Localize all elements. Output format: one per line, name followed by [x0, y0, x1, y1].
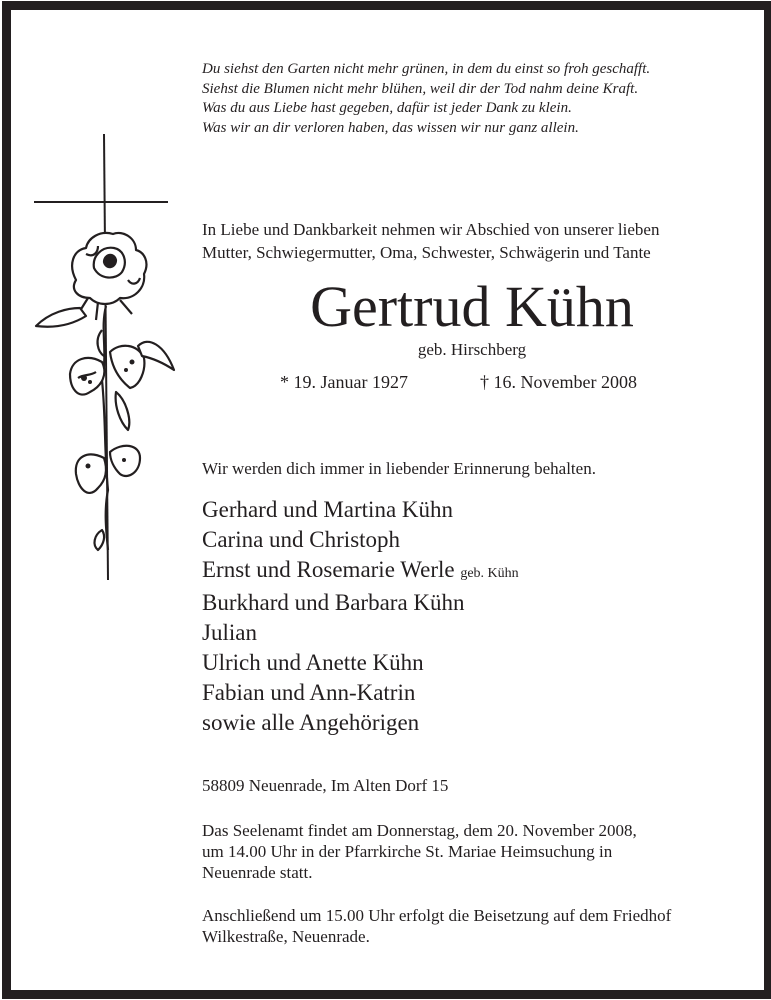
mourner-entry	[202, 708, 519, 738]
deceased-name: Gertrud Kühn	[310, 274, 634, 339]
service-line: um 14.00 Uhr in der Pfarrkirche St. Mariae Heimsuchung in	[202, 842, 613, 861]
burial-line: Wilkestraße, Neuenrade.	[202, 927, 370, 946]
mourner-entry	[202, 525, 519, 555]
service-line: Neuenrade statt.	[202, 863, 313, 882]
cross-with-rose-icon	[28, 130, 188, 585]
poem-line: Siehst die Blumen nicht mehr blühen, weil dir der Tod nahm deine Kraft.	[202, 80, 639, 97]
mourner-name: Gerhard und Martina Kühn	[202, 497, 454, 522]
service-line: Das Seelenamt findet am Donnerstag, dem 20. November 2008,	[202, 821, 637, 840]
mourner-name: sowie alle Angehörigen	[202, 709, 420, 735]
burial-info	[202, 905, 671, 947]
service-info	[202, 820, 637, 883]
mourner-entry	[202, 588, 519, 618]
mourner-name: Burkhard und Barbara Kühn	[202, 590, 465, 616]
poem-verse	[202, 60, 650, 138]
mourner-entry	[202, 678, 519, 708]
family-address: 58809 Neuenrade, Im Alten Dorf 15	[202, 776, 449, 795]
mourner-note: geb. Kühn	[460, 565, 519, 581]
mourner-name: Ulrich und Anette Kühn	[202, 649, 424, 675]
mourner-entry	[202, 648, 519, 678]
death-date: † 16. November 2008	[480, 372, 637, 392]
poem-line: Was du aus Liebe hast gegeben, dafür ist jeder Dank zu klein.	[202, 100, 572, 116]
mourner-entry	[202, 495, 519, 525]
remembrance-line: Wir werden dich immer in liebender Erinnerung behalten.	[202, 459, 596, 478]
poem-line: Was wir an dir verloren haben, das wissen wir nur ganz allein.	[202, 119, 579, 136]
poem-line: Du siehst den Garten nicht mehr grünen, in dem du einst so froh geschafft.	[202, 61, 651, 77]
mourners-list	[202, 495, 519, 737]
mourner-name: Carina und Christoph	[202, 526, 401, 552]
intro-line: Mutter, Schwiegermutter, Oma, Schwester, Schwägerin und Tante	[202, 243, 651, 262]
mourner-entry	[202, 618, 519, 648]
mourner-entry	[202, 555, 519, 589]
mourner-name: Fabian und Ann-Katrin	[202, 679, 416, 705]
farewell-intro	[202, 218, 659, 264]
maiden-name: geb. Hirschberg	[417, 340, 527, 359]
burial-line: Anschließend um 15.00 Uhr erfolgt die Beisetzung auf dem Friedhof	[202, 906, 672, 925]
mourner-name: Julian	[202, 620, 257, 646]
mourner-name: Ernst und Rosemarie Werle	[202, 556, 455, 582]
birth-date: * 19. Januar 1927	[280, 372, 408, 392]
intro-line: In Liebe und Dankbarkeit nehmen wir Abschied von unserer lieben	[202, 220, 660, 239]
